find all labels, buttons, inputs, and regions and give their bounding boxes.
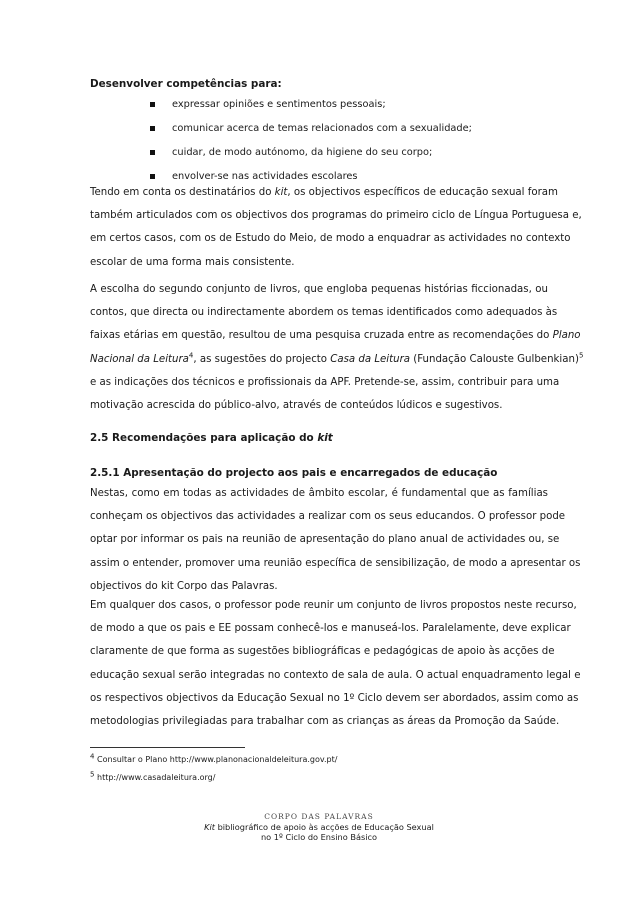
square-bullet-icon [150, 126, 155, 131]
paragraph-objectives: Tendo em conta os destinatários do kit, os objectivos específicos de educação sexual foram também articulados com os objectivos dos programas do primeiro ciclo de Língua Portuguesa e, em certos casos, com os de Estudo do Meio, de modo a enquadrar as actividades no contexto escolar de uma forma mais consistente. [90, 187, 582, 268]
competencies-list [150, 93, 472, 189]
list-item: comunicar acerca de temas relacionados com a sexualidade; [150, 117, 472, 141]
section-heading-2-5: 2.5 Recomendações para aplicação do kit [90, 432, 333, 444]
footnote-divider [90, 747, 245, 748]
list-item: expressar opiniões e sentimentos pessoais; [150, 93, 472, 117]
list-item: cuidar, de modo autónomo, da higiene do seu corpo; [150, 141, 472, 165]
footnote-4: $^4$ Consultar o Plano http://www.planonacionaldeleitura.gov.pt/ [90, 752, 338, 764]
competencies-heading: Desenvolver competências para: [90, 78, 282, 90]
footer-line-1: Kit bibliográfico de apoio às acções de Educação Sexual [204, 822, 434, 832]
square-bullet-icon [150, 150, 155, 155]
paragraph-parents-presentation: Nestas, como em todas as actividades de âmbito escolar, é fundamental que as famílias conheçam os objectivos das actividades a realizar com os seus educandos. O professor pode optar por informar os pais na reunião de apresentação do plano anual de actividades ou, se assim o entender, promover uma reunião específica de sensibilização, de modo a apresentar os objectivos do kit Corpo das Palavras. [90, 488, 581, 592]
paragraph-book-selection: A escolha do segundo conjunto de livros, que engloba pequenas histórias ficcionadas, ou contos, que directa ou indirectamente abordem os temas identificados como adequados às faixas etárias em questão, resultou de uma pesquisa cruzada entre as recomendações do Plano Nacional da Leitura$^4$, as sugestões do projecto Casa da Leitura (Fundação Calouste Gulbenkian)$^5$ e as indicações dos técnicos e profissionais da APF. Pretende-se, assim, contribuir para uma motivação acrescida do público-alvo, através de conteúdos lúdicos e sugestivos. [90, 284, 584, 412]
list-item: envolver-se nas actividades escolares [150, 165, 472, 189]
footer-line-2: no 1º Ciclo do Ensino Básico [260, 832, 378, 842]
section-heading-2-5-1: 2.5.1 Apresentação do projecto aos pais e encarregados de educação [90, 467, 498, 479]
square-bullet-icon [150, 174, 155, 179]
footer-brand: CORPO DAS PALAVRAS [264, 812, 374, 821]
square-bullet-icon [150, 102, 155, 107]
paragraph-teacher-options: Em qualquer dos casos, o professor pode reunir um conjunto de livros propostos neste recurso, de modo a que os pais e EE possam conhecê-los e manuseá-los. Paralelamente, deve explicar claramente de que forma as sugestões bibliográficas e pedagógicas de apoio às acções de educação sexual serão integradas no contexto de sala de aula. O actual enquadramento legal e os respectivos objectivos da Educação Sexual no 1º Ciclo devem ser abordados, assim como as metodologias privilegiadas para trabalhar com as crianças as áreas da Promoção da Saúde. [90, 600, 581, 728]
footnote-5: $^5$ http://www.casadaleitura.org/ [90, 770, 216, 782]
